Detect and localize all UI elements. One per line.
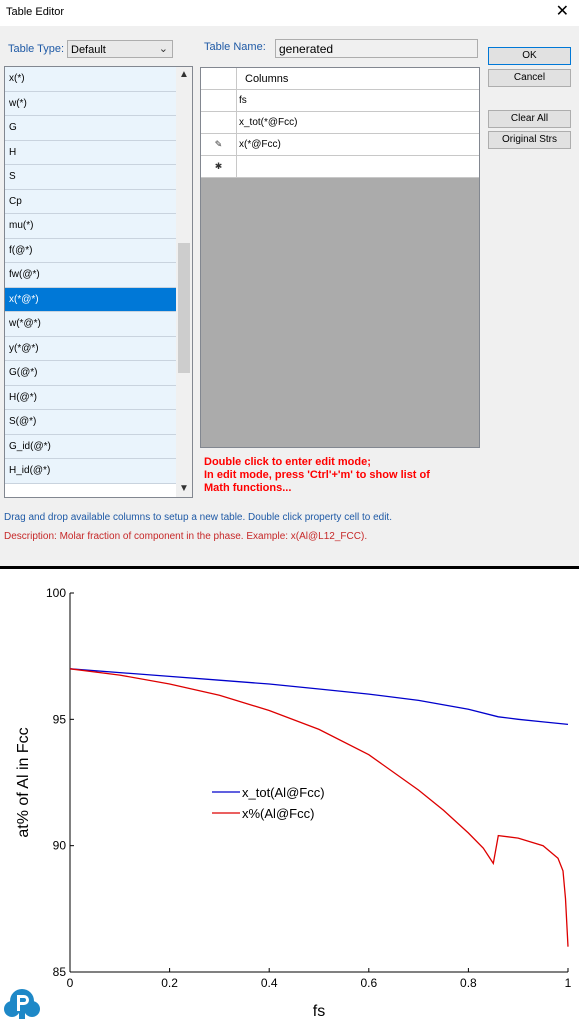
- property-list[interactable]: [4, 66, 193, 498]
- property-list-items: [5, 67, 177, 484]
- list-scrollbar[interactable]: [176, 67, 192, 497]
- property-list-item[interactable]: mu(*): [5, 214, 177, 239]
- original-strs-button[interactable]: Original Strs: [488, 131, 571, 149]
- y-tick-label: 95: [52, 712, 66, 727]
- property-list-item[interactable]: S(@*): [5, 410, 177, 435]
- property-list-item[interactable]: H: [5, 141, 177, 166]
- x-tick-label: 0: [66, 976, 74, 990]
- legend-entry: x%(Al@Fcc): [242, 806, 315, 821]
- property-list-item[interactable]: H(@*): [5, 386, 177, 411]
- chevron-down-icon: ⌄: [158, 43, 168, 55]
- property-list-item[interactable]: x(*): [5, 67, 177, 92]
- y-tick-label: 85: [52, 965, 66, 979]
- columns-grid[interactable]: [200, 67, 480, 448]
- clear-all-button[interactable]: Clear All: [488, 110, 571, 128]
- property-list-item[interactable]: H_id(@*): [5, 459, 177, 484]
- row-header[interactable]: [201, 90, 237, 111]
- pencil-icon: ✎: [214, 139, 223, 149]
- x-axis-label: fs: [312, 1003, 326, 1020]
- property-list-item[interactable]: w(*): [5, 92, 177, 117]
- x-tick-label: 1: [564, 976, 572, 990]
- grid-header-row: [201, 68, 479, 90]
- column-cell[interactable]: fs: [239, 95, 247, 106]
- row-header[interactable]: [201, 156, 237, 177]
- y-tick-label: 90: [52, 838, 66, 853]
- new-row-icon: ✱: [214, 161, 223, 171]
- window-title: Table Editor: [6, 6, 65, 18]
- table-name-label: Table Name:: [204, 41, 266, 53]
- ok-button[interactable]: OK: [488, 47, 571, 65]
- cancel-button[interactable]: Cancel: [488, 69, 571, 87]
- legend-entry: x_tot(Al@Fcc): [242, 785, 325, 800]
- property-list-item[interactable]: G: [5, 116, 177, 141]
- description-text: Description: Molar fraction of component in the phase. Example: x(Al@L12_FCC).: [4, 531, 368, 542]
- scroll-down-icon[interactable]: ▼: [179, 483, 189, 494]
- property-list-item[interactable]: y(*@*): [5, 337, 177, 362]
- scrollbar-thumb[interactable]: [178, 243, 190, 373]
- divider: [0, 566, 579, 569]
- row-header[interactable]: [201, 112, 237, 133]
- grid-row[interactable]: [201, 134, 479, 156]
- property-list-item[interactable]: f(@*): [5, 239, 177, 264]
- edit-mode-hint: [204, 456, 484, 495]
- series-line-0: [70, 669, 568, 725]
- grid-new-row[interactable]: [201, 156, 479, 178]
- property-list-item[interactable]: w(*@*): [5, 312, 177, 337]
- columns-table: [201, 68, 479, 178]
- drag-help-text: Drag and drop available columns to setup a new table. Double click property cell to edit.: [4, 512, 392, 523]
- title-bar: [0, 0, 579, 26]
- grid-corner-cell: [201, 68, 237, 89]
- property-list-item[interactable]: x(*@*): [5, 288, 177, 313]
- x-tick-label: 0.6: [360, 976, 378, 990]
- table-type-value: Default: [71, 44, 106, 56]
- grid-row[interactable]: [201, 112, 479, 134]
- y-tick-label: 100: [45, 586, 66, 600]
- row-header[interactable]: [201, 134, 237, 155]
- table-name-value: generated: [279, 42, 334, 56]
- close-icon[interactable]: ✕: [555, 3, 569, 20]
- y-axis-label: at% of Al in Fcc: [15, 727, 32, 838]
- columns-header: Columns: [245, 73, 289, 85]
- x-tick-label: 0.4: [260, 976, 278, 990]
- grid-row[interactable]: [201, 90, 479, 112]
- table-type-select[interactable]: [67, 40, 173, 58]
- property-list-item[interactable]: S: [5, 165, 177, 190]
- property-list-item[interactable]: G(@*): [5, 361, 177, 386]
- property-list-item[interactable]: Cp: [5, 190, 177, 215]
- property-list-item[interactable]: G_id(@*): [5, 435, 177, 460]
- property-list-item[interactable]: fw(@*): [5, 263, 177, 288]
- pandat-logo-icon: [2, 985, 42, 1021]
- hint-line: In edit mode, press 'Ctrl'+'m' to show list of: [204, 469, 430, 481]
- table-type-label: Table Type:: [8, 43, 65, 55]
- x-tick-label: 0.8: [460, 976, 477, 990]
- x-tick-label: 0.2: [161, 976, 178, 990]
- hint-line: Math functions...: [204, 482, 292, 494]
- scroll-up-icon[interactable]: ▲: [179, 69, 189, 80]
- column-cell[interactable]: x(*@Fcc): [239, 139, 281, 150]
- al-fraction-chart: [0, 570, 579, 1023]
- column-cell[interactable]: x_tot(*@Fcc): [239, 117, 298, 128]
- series-line-1: [70, 669, 568, 947]
- table-name-input[interactable]: [275, 39, 478, 58]
- hint-line: Double click to enter edit mode;: [204, 456, 371, 468]
